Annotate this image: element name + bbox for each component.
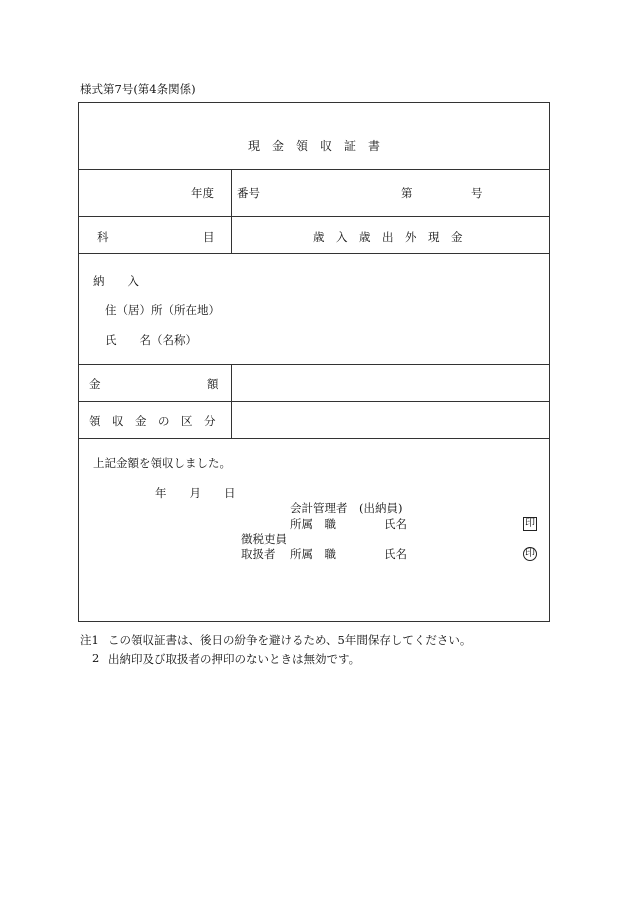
divider: [79, 401, 549, 402]
affiliation-2: 所属 職: [290, 547, 336, 561]
divider: [231, 364, 232, 438]
note-1-number: 注1: [80, 633, 99, 647]
number-label: 番号: [237, 186, 260, 200]
note-2-text: 出納印及び取扱者の押印のないときは無効です。: [108, 652, 361, 666]
subject-label-left: 科: [97, 230, 109, 244]
handler-label: 取扱者: [241, 547, 276, 561]
amount-label-left: 金: [89, 377, 101, 391]
amount-label-right: 額: [207, 377, 219, 391]
form-title: 現 金 領 収 証 書: [247, 139, 380, 153]
name-2: 氏名: [384, 547, 407, 561]
payer-label: 納 入: [93, 274, 139, 288]
manager-label: 会計管理者 (出納員): [290, 501, 403, 515]
divider: [79, 253, 549, 254]
seal-2: 印: [525, 548, 535, 559]
subject-value: 歳 入 歳 出 外 現 金: [313, 230, 463, 244]
form-number: 様式第7号(第4条関係): [80, 82, 196, 96]
note-2-number: 2: [92, 651, 100, 665]
divider: [79, 169, 549, 170]
number-go: 号: [471, 186, 483, 200]
note-1-text: この領収証書は、後日の紛争を避けるため、5年間保存してください。: [108, 633, 472, 647]
name-1: 氏名: [384, 517, 407, 531]
receipt-date: 年 月 日: [155, 486, 236, 500]
affiliation-1: 所属 職: [290, 517, 336, 531]
divider: [79, 438, 549, 439]
receipt-statement: 上記金額を領収しました。: [93, 456, 231, 470]
seal-square-icon: [523, 515, 537, 531]
category-label: 領 収 金 の 区 分: [89, 414, 216, 428]
collector-label: 徴税吏員: [241, 532, 287, 546]
divider: [231, 169, 232, 253]
receipt-form: [78, 102, 550, 622]
payer-address-label: 住（居）所（所在地）: [105, 303, 220, 317]
divider: [79, 364, 549, 365]
payer-name-label: 氏 名（名称）: [105, 333, 197, 347]
seal-1: 印: [525, 518, 535, 529]
divider: [79, 216, 549, 217]
subject-label-right: 目: [203, 230, 215, 244]
seal-circle-icon: [523, 545, 537, 561]
number-dai: 第: [401, 186, 413, 200]
year-label: 年度: [191, 186, 214, 200]
